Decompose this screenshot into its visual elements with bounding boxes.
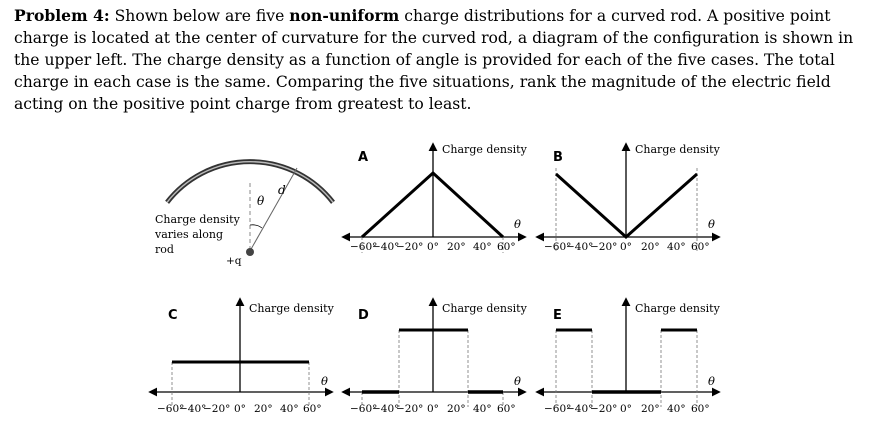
graph-e-tick-60: 60° <box>691 403 710 415</box>
graph-b-ylabel: Charge density <box>635 143 720 156</box>
graph-d-tick-20: 20° <box>447 403 466 415</box>
graph-d-xvar: θ <box>514 374 521 388</box>
graph-d-tick--40: −40° <box>372 403 400 415</box>
graph-e-xvar: θ <box>708 374 715 388</box>
graph-c-tick--60: −60° <box>157 403 185 415</box>
graph-e-label: E <box>553 308 562 323</box>
graph-a-label: A <box>358 150 369 165</box>
graph-e-tick-20: 20° <box>641 403 660 415</box>
graph-a-tick-20: 20° <box>447 241 466 253</box>
distance-label: d <box>278 183 286 197</box>
graph-e-tick--40: −40° <box>566 403 594 415</box>
graph-c-xvar: θ <box>321 374 328 388</box>
graph-c-tick-60: 60° <box>303 403 322 415</box>
graph-b-tick--20: −20° <box>590 241 618 253</box>
graph-c-label: C <box>168 308 178 323</box>
graph-a-tick--20: −20° <box>396 241 424 253</box>
graph-b-tick-40: 40° <box>667 241 686 253</box>
problem-text-1: Shown below are five <box>109 7 290 25</box>
graph-d-tick-60: 60° <box>497 403 516 415</box>
graph-c-tick-20: 20° <box>254 403 273 415</box>
graph-d <box>343 299 528 415</box>
graph-c-tick-40: 40° <box>280 403 299 415</box>
graph-d-tick--20: −20° <box>396 403 424 415</box>
graph-c-tick-0: 0° <box>234 403 246 415</box>
graph-b-tick--40: −40° <box>566 241 594 253</box>
graph-b-xvar: θ <box>708 217 715 231</box>
problem-emphasis: non-uniform <box>289 6 400 25</box>
graph-a-tick-40: 40° <box>473 241 492 253</box>
graph-e-tick-40: 40° <box>667 403 686 415</box>
configuration-diagram <box>154 162 333 267</box>
graph-d-tick-0: 0° <box>427 403 439 415</box>
graph-c-tick--40: −40° <box>179 403 207 415</box>
caption-line-2: varies along <box>155 228 224 241</box>
graph-d-label: D <box>358 308 369 323</box>
graph-b-tick-20: 20° <box>641 241 660 253</box>
problem-label: Problem 4: <box>14 6 110 25</box>
curved-rod <box>167 162 333 203</box>
problem-text-2: charge distributions for a curved rod. A positive point charge is located at the center of curvature for the curved rod, a diagram of the configuration is shown in the upper left. The charge density as a function of angle is provided for each of the five cases. The total charge in each case is the same. Comparing the five situations, rank the magnitude of the electric field acting on the positive point charge from greatest to least. <box>14 7 854 113</box>
graph-a-tick-60: 60° <box>497 241 516 253</box>
graph-a-ylabel: Charge density <box>442 143 527 156</box>
graph-e-tick--20: −20° <box>590 403 618 415</box>
graph-a-xvar: θ <box>514 217 521 231</box>
graph-a-tick--40: −40° <box>372 241 400 253</box>
graph-b-tick-60: 60° <box>691 241 710 253</box>
graph-d-tick--60: −60° <box>350 403 378 415</box>
graph-c-ylabel: Charge density <box>249 302 334 315</box>
radius-line <box>250 168 297 251</box>
graph-b <box>537 143 721 253</box>
graph-a <box>343 143 528 253</box>
graph-a-tick--60: −60° <box>350 241 378 253</box>
graph-c-tick--20: −20° <box>203 403 231 415</box>
graph-a-tick-0: 0° <box>427 241 439 253</box>
charge-label: +q <box>226 255 242 267</box>
point-charge <box>246 248 254 256</box>
graph-e-ylabel: Charge density <box>635 302 720 315</box>
caption-line-3: rod <box>155 243 174 256</box>
graph-c <box>150 299 335 415</box>
graph-b-tick--60: −60° <box>544 241 572 253</box>
graph-e <box>537 299 721 415</box>
graph-d-tick-40: 40° <box>473 403 492 415</box>
caption-line-1: Charge density <box>155 213 240 226</box>
graph-e-tick-0: 0° <box>620 403 632 415</box>
graph-b-tick-0: 0° <box>620 241 632 253</box>
angle-label: θ <box>257 194 265 208</box>
graph-d-ylabel: Charge density <box>442 302 527 315</box>
graph-e-tick--60: −60° <box>544 403 572 415</box>
graph-b-label: B <box>553 150 563 165</box>
angle-arc <box>250 225 262 228</box>
